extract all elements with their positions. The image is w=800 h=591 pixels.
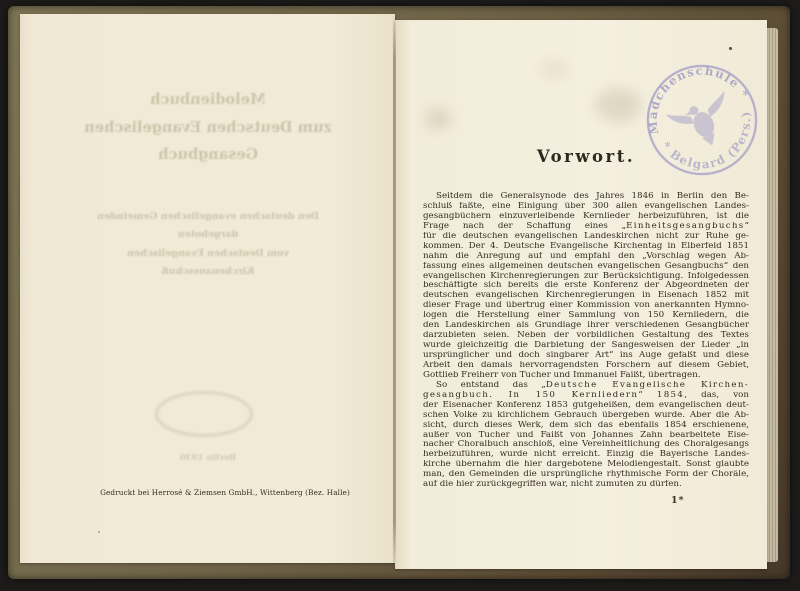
text-line: Seitdem die Generalsynode des Jahres 1846 in Berlin den Be- [436,192,749,201]
right-page [395,20,767,569]
paper-speck [729,47,732,50]
text-line: der Eisenacher Konferenz 1853 gutgeheißen, dem evangelischen deut- [423,400,749,410]
text-line: außer von Tucher und Faißt von Johannes Zahn bearbeitete Eise- [423,430,749,440]
stamp-top-text: Mädchenschule * [645,63,753,136]
text-line: den Landeskirchen als Grundlage ihrer verschiedenen Gesangbücher [423,321,749,331]
text-line: schen Volke zu kirchlichem Gebrauch übergeben wurde. Aber die Ab- [423,410,749,420]
text-line: gesangbuch. In 150 Kernliedern“ 1854, das, von [423,390,749,400]
text-line: dieser Frage und übertrug einer Kommission von anerkannten Hymno- [423,301,749,311]
text-line: evangelischen Kirchenregierungen zur Berücksichtigung. Infolgedessen [423,271,749,281]
ghost-title-lines [60,86,356,169]
text-line: darzubieten seien. Neben der vorbildlichen Gestaltung des Textes [423,331,749,341]
text-line: schluß faßte, eine Einigung über 300 allen evangelischen Landes- [423,201,749,211]
signature-mark: 1* [671,495,685,506]
text-line: sicht, durch dieses Werk, dem sich das ebenfalls 1854 erschienene, [423,420,749,430]
left-page [20,14,395,563]
library-stamp [625,43,779,197]
page-gutter [393,14,396,566]
paper-mottling [425,108,451,130]
text-line: für die deutschen evangelischen Landeskirchen nicht zur Ruhe ge- [423,231,749,241]
ghost-city-line: Berlin 1930 [179,452,237,463]
stamp-bottom-text: * Belgard (Pers.) [658,109,754,172]
printer-imprint: Gedruckt bei Herrosé & Ziemsen GmbH., Wittenberg (Bez. Halle) [100,488,350,497]
text-line: man, den Gemeinden die ursprüngliche rhythmische Form der Choräle, [423,470,749,480]
ghost-subtitle-line: Kirchenausschuß [161,266,255,277]
paper-mottling [595,88,641,122]
ghost-emblem-showthrough [155,391,253,437]
text-line: beschäftigte sich bereits die erste Konferenz der Abgeordneten der [423,281,749,291]
text-line: Frage nach der Schaffung eines „Einheitsgesangbuchs“ [423,221,749,231]
ghost-title-line: zum Deutschen Evangelischen [84,118,332,136]
text-line: wurde gleichzeitig die Darbietung der Sangesweisen der Lieder „in [423,341,749,351]
text-line: So entstand das „Deutsche Evangelische Kirchen- [436,380,749,390]
paper-mottling [540,60,570,78]
text-line: ursprünglicher und doch singbarer Art“ ins Auge gefaßt und diese [423,351,749,360]
ghost-title-line: Melodienbuch [150,91,266,108]
ghost-subtitle-lines [60,208,356,282]
ghost-subtitle-line: dargeboten [177,229,239,240]
page-title: Vorwort. [536,147,636,166]
text-line: gesangbüchern einzuverleibende Kernlieder herbeizuführen, ist die [423,211,749,221]
text-line: kirche übernahm die hier dargebotene Melodiengestalt. Sonst glaubte [423,460,749,470]
svg-text:Mädchenschule * [629,47,753,139]
body-text [423,192,749,490]
ghost-subtitle-line: Den deutschen evangelischen Gemeinden [97,210,319,222]
text-line: Gottlieb Freiherr von Tucher und Immanuel Faißt, übertragen. [423,370,701,380]
page-edge-stack [767,28,778,562]
text-line: auf die hier zurückgegriffen war, nicht zumuten zu dürfen. [423,480,682,490]
text-line: herbeizuführen, wurde nicht erreicht. Einzig die Bayerische Landes- [423,450,749,460]
text-line: nacher Choralbuch anschloß, eine Vereinheitlichung des Choralgesangs [423,440,749,450]
text-line: logen die Herstellung einer Sammlung von 150 Kernliedern, die [423,311,749,321]
ghost-title-line: Gesangbuch [158,146,258,163]
ghost-subtitle-line: vom Deutschen Evangelischen [127,247,289,259]
paragraph-1 [423,192,749,381]
text-line: nahm die Anregung auf und empfahl den „Vorschlag wegen Ab- [423,251,749,261]
text-line: Arbeit den damals hervorragendsten Forschern auf diesem Gebiet, [423,360,749,370]
text-line: fassung eines allgemeinen deutschen evangelischen Gesangbuchs“ den [423,261,749,271]
paper-speck [98,531,100,533]
text-line: kommen. Der 4. Deutsche Evangelische Kirchentag in Elberfeld 1851 [423,241,749,251]
text-line: deutschen evangelischen Kirchenregierungen in Eisenach 1852 mit [423,291,749,301]
paragraph-2 [423,381,749,490]
